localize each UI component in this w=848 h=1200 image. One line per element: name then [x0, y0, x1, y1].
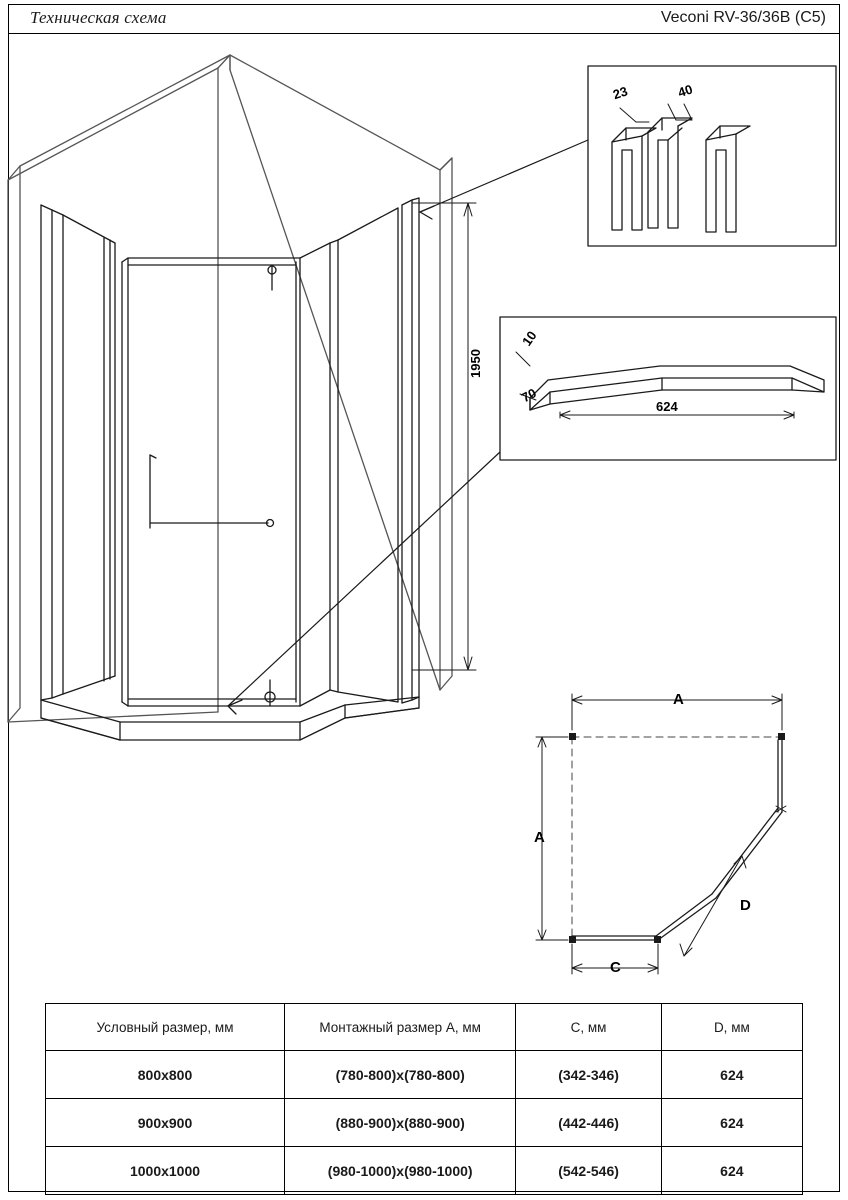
table-cell-c: (442-446) [516, 1099, 661, 1147]
table-cell-c: (542-546) [516, 1147, 661, 1195]
table-cell-c: (342-346) [516, 1051, 661, 1099]
table-header-cell: D, мм [661, 1004, 802, 1051]
plan-dim-c-label: C [610, 959, 621, 976]
specification-table [45, 1003, 803, 1195]
table-cell-size: 800x800 [46, 1051, 285, 1099]
table-cell-mount: (980-1000)x(980-1000) [285, 1147, 516, 1195]
table-cell-d: 624 [661, 1099, 802, 1147]
table-cell-mount: (880-900)x(880-900) [285, 1099, 516, 1147]
table-row [46, 1099, 803, 1147]
table-header-cell: Монтажный размер A, мм [285, 1004, 516, 1051]
title-bar [8, 4, 840, 34]
table-cell-d: 624 [661, 1147, 802, 1195]
threshold-width-label: 70 [519, 385, 539, 406]
threshold-height-label: 10 [519, 328, 540, 349]
table-row [46, 1051, 803, 1099]
table-header-row [46, 1004, 803, 1051]
profile-dim-23-label: 23 [611, 83, 630, 103]
product-model-title: Veconi RV-36/36B (C5) [660, 9, 826, 26]
table-header-cell: C, мм [516, 1004, 661, 1051]
table-header-cell: Условный размер, мм [46, 1004, 285, 1051]
height-dimension-label: 1950 [468, 349, 483, 378]
page-title: Техническая схема [30, 8, 167, 27]
table-cell-size: 900x900 [46, 1099, 285, 1147]
table-cell-size: 1000x1000 [46, 1147, 285, 1195]
plan-dim-d-label: D [740, 897, 751, 914]
threshold-length-label: 624 [656, 399, 678, 414]
profile-dim-40-label: 40 [676, 81, 695, 101]
plan-dim-a-top-label: A [673, 691, 684, 708]
table-cell-mount: (780-800)x(780-800) [285, 1051, 516, 1099]
table-row [46, 1147, 803, 1195]
table-cell-d: 624 [661, 1051, 802, 1099]
plan-dim-a-left-label: A [534, 829, 545, 846]
